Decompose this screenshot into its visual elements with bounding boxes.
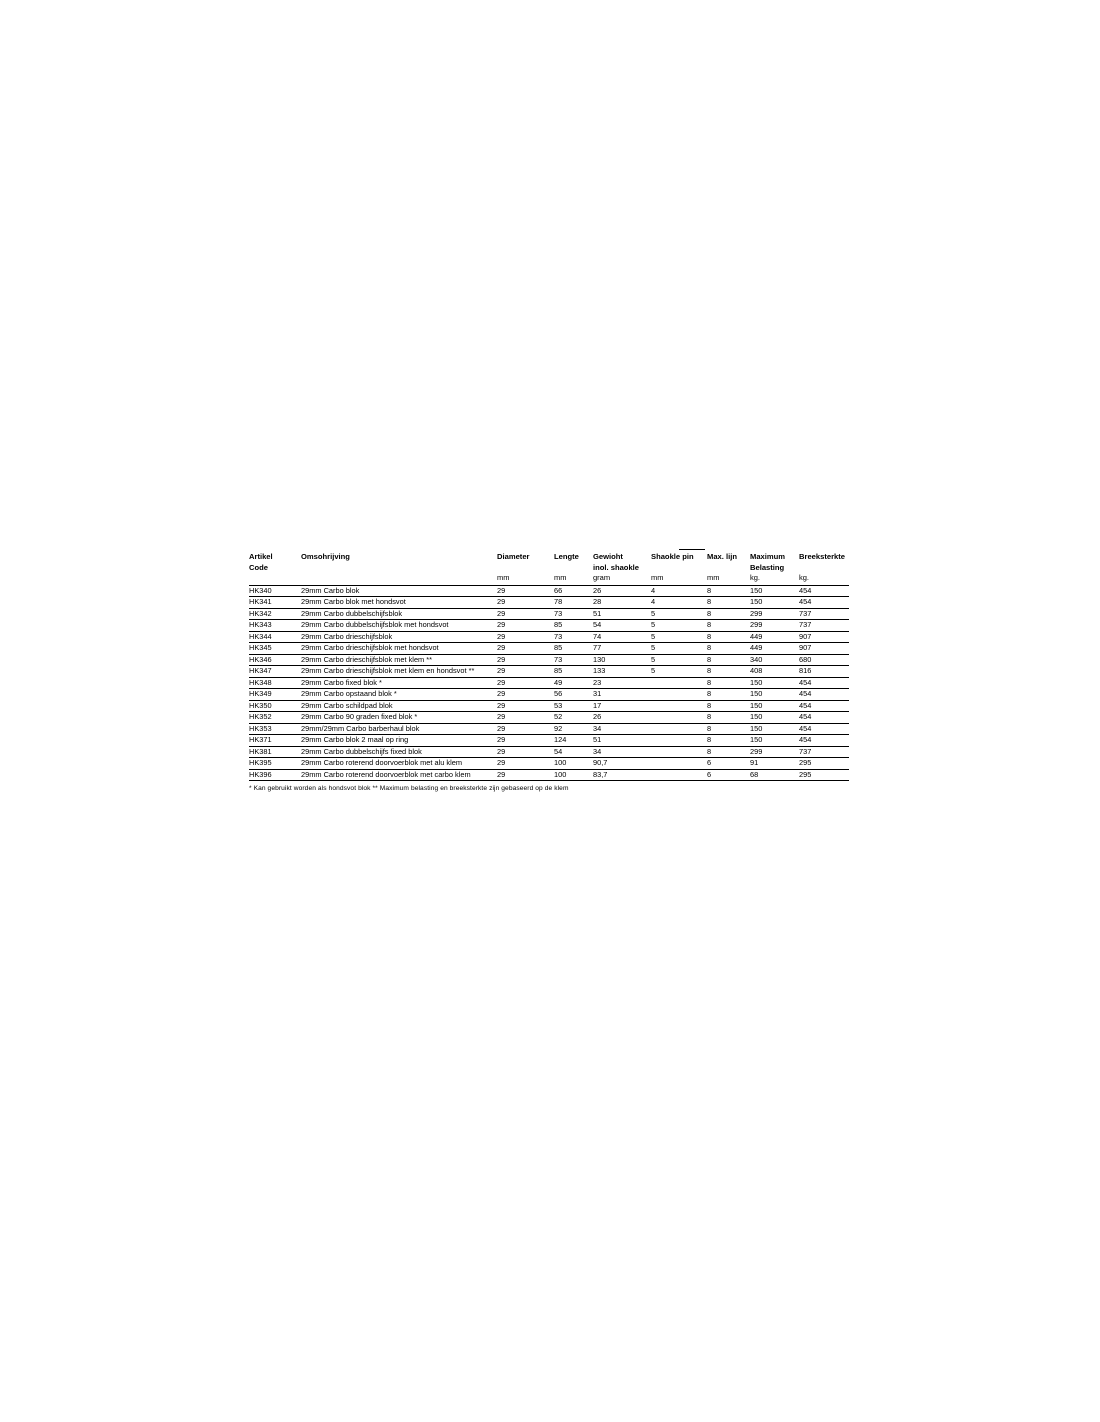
- cell-breeksterkte: 295: [799, 769, 849, 781]
- cell-max-lijn: 8: [707, 631, 750, 643]
- cell-diameter: 29: [497, 597, 554, 609]
- cell-breeksterkte: 737: [799, 746, 849, 758]
- cell-max-lijn: 8: [707, 746, 750, 758]
- header-max-lijn: Max. lijn: [707, 552, 737, 561]
- header-diameter: Diameter: [497, 552, 530, 561]
- cell-max-belasting: 150: [750, 723, 799, 735]
- cell-shackle-pin: [651, 769, 707, 781]
- cell-breeksterkte: 737: [799, 620, 849, 632]
- cell-code: HK346: [249, 654, 301, 666]
- cell-code: HK348: [249, 677, 301, 689]
- cell-gewicht: 130: [593, 654, 651, 666]
- cell-max-lijn: 8: [707, 677, 750, 689]
- cell-shackle-pin: [651, 746, 707, 758]
- cell-breeksterkte: 680: [799, 654, 849, 666]
- cell-lengte: 92: [554, 723, 593, 735]
- unit-max-belasting: kg.: [750, 573, 761, 583]
- cell-lengte: 54: [554, 746, 593, 758]
- table-row: [249, 666, 849, 678]
- cell-breeksterkte: 454: [799, 723, 849, 735]
- table-body: [249, 585, 849, 781]
- table-row: [249, 700, 849, 712]
- cell-description: 29mm Carbo roterend doorvoerblok met carbo klem: [301, 769, 497, 781]
- cell-lengte: 49: [554, 677, 593, 689]
- cell-diameter: 29: [497, 643, 554, 655]
- cell-max-belasting: 150: [750, 712, 799, 724]
- cell-max-belasting: 150: [750, 585, 799, 597]
- cell-max-lijn: 8: [707, 700, 750, 712]
- cell-lengte: 124: [554, 735, 593, 747]
- header-omschrijving-spacer: [301, 563, 497, 574]
- cell-lengte: 53: [554, 700, 593, 712]
- cell-description: 29mm Carbo opstaand blok *: [301, 689, 497, 701]
- cell-diameter: 29: [497, 666, 554, 678]
- header-omschrijving: Omsohrijving: [301, 552, 350, 561]
- table-row: [249, 769, 849, 781]
- unit-gewicht: gram: [593, 573, 611, 583]
- cell-code: HK381: [249, 746, 301, 758]
- cell-description: 29mm Carbo dubbelschijfsblok met hondsvot: [301, 620, 497, 632]
- cell-breeksterkte: 454: [799, 700, 849, 712]
- cell-gewicht: 51: [593, 735, 651, 747]
- cell-code: HK344: [249, 631, 301, 643]
- header-row-secondary: [249, 563, 849, 574]
- cell-lengte: 100: [554, 769, 593, 781]
- table-header: [249, 552, 849, 585]
- cell-code: HK341: [249, 597, 301, 609]
- cell-max-belasting: 150: [750, 597, 799, 609]
- cell-gewicht: 23: [593, 677, 651, 689]
- cell-max-lijn: 8: [707, 712, 750, 724]
- header-row-units: [249, 573, 849, 585]
- cell-breeksterkte: 454: [799, 689, 849, 701]
- header-breeksterkte: Breeksterkte: [799, 552, 846, 561]
- cell-gewicht: 133: [593, 666, 651, 678]
- cell-lengte: 85: [554, 643, 593, 655]
- cell-code: HK350: [249, 700, 301, 712]
- cell-max-lijn: 8: [707, 643, 750, 655]
- cell-lengte: 56: [554, 689, 593, 701]
- cell-breeksterkte: 295: [799, 758, 849, 770]
- header-top-rule: [679, 549, 705, 550]
- cell-shackle-pin: [651, 758, 707, 770]
- table-row: [249, 712, 849, 724]
- table-row: [249, 654, 849, 666]
- cell-description: 29mm Carbo blok met hondsvot: [301, 597, 497, 609]
- table-row: [249, 735, 849, 747]
- cell-shackle-pin: 4: [651, 597, 707, 609]
- cell-diameter: 29: [497, 677, 554, 689]
- cell-gewicht: 28: [593, 597, 651, 609]
- cell-description: 29mm Carbo drieschijfsblok met klem **: [301, 654, 497, 666]
- table-row: [249, 597, 849, 609]
- cell-max-belasting: 68: [750, 769, 799, 781]
- cell-lengte: 85: [554, 666, 593, 678]
- cell-code: HK343: [249, 620, 301, 632]
- cell-description: 29mm Carbo roterend doorvoerblok met alu klem: [301, 758, 497, 770]
- cell-code: HK342: [249, 608, 301, 620]
- cell-gewicht: 26: [593, 585, 651, 597]
- unit-code: [249, 573, 301, 585]
- cell-breeksterkte: 454: [799, 735, 849, 747]
- table-row: [249, 758, 849, 770]
- cell-lengte: 52: [554, 712, 593, 724]
- cell-description: 29mm/29mm Carbo barberhaul blok: [301, 723, 497, 735]
- unit-description: [301, 573, 497, 585]
- cell-max-lijn: 8: [707, 666, 750, 678]
- header-code: Code: [249, 562, 268, 572]
- cell-description: 29mm Carbo drieschijfsblok: [301, 631, 497, 643]
- cell-breeksterkte: 454: [799, 585, 849, 597]
- cell-gewicht: 74: [593, 631, 651, 643]
- cell-max-belasting: 299: [750, 620, 799, 632]
- cell-max-belasting: 150: [750, 677, 799, 689]
- cell-shackle-pin: [651, 689, 707, 701]
- cell-description: 29mm Carbo blok 2 maal op ring: [301, 735, 497, 747]
- cell-gewicht: 51: [593, 608, 651, 620]
- cell-shackle-pin: [651, 723, 707, 735]
- cell-breeksterkte: 454: [799, 677, 849, 689]
- cell-description: 29mm Carbo dubbelschijfs fixed blok: [301, 746, 497, 758]
- cell-gewicht: 90,7: [593, 758, 651, 770]
- cell-max-belasting: 408: [750, 666, 799, 678]
- header-breeksterkte-spacer: [799, 563, 849, 574]
- cell-gewicht: 77: [593, 643, 651, 655]
- cell-breeksterkte: 816: [799, 666, 849, 678]
- header-shackle-pin-spacer: [651, 563, 707, 574]
- cell-code: HK340: [249, 585, 301, 597]
- header-diameter-spacer: [497, 563, 554, 574]
- cell-diameter: 29: [497, 585, 554, 597]
- cell-diameter: 29: [497, 631, 554, 643]
- cell-lengte: 73: [554, 654, 593, 666]
- cell-diameter: 29: [497, 689, 554, 701]
- header-belasting-sub: Belasting: [750, 562, 785, 572]
- cell-shackle-pin: 5: [651, 631, 707, 643]
- cell-gewicht: 54: [593, 620, 651, 632]
- header-shackle-pin: Shaokle pin: [651, 552, 694, 561]
- cell-description: 29mm Carbo blok: [301, 585, 497, 597]
- cell-max-lijn: 8: [707, 689, 750, 701]
- cell-max-lijn: 8: [707, 620, 750, 632]
- cell-max-lijn: 8: [707, 654, 750, 666]
- cell-diameter: 29: [497, 758, 554, 770]
- header-gewicht-sub: inol. shaokle: [593, 562, 639, 572]
- cell-lengte: 73: [554, 608, 593, 620]
- cell-max-belasting: 340: [750, 654, 799, 666]
- cell-breeksterkte: 907: [799, 643, 849, 655]
- cell-gewicht: 31: [593, 689, 651, 701]
- cell-description: 29mm Carbo dubbelschijfsblok: [301, 608, 497, 620]
- cell-lengte: 85: [554, 620, 593, 632]
- header-lengte: Lengte: [554, 552, 579, 561]
- cell-lengte: 78: [554, 597, 593, 609]
- cell-code: HK395: [249, 758, 301, 770]
- cell-shackle-pin: [651, 735, 707, 747]
- cell-gewicht: 17: [593, 700, 651, 712]
- cell-max-lijn: 8: [707, 597, 750, 609]
- table-footnote: * Kan gebruikt worden als hondsvot blok ** Maximum belasting en breeksterkte zijn gebaseerd op de klem: [249, 785, 569, 793]
- cell-max-belasting: 299: [750, 746, 799, 758]
- unit-diameter: mm: [497, 573, 510, 583]
- cell-diameter: 29: [497, 735, 554, 747]
- cell-max-lijn: 8: [707, 608, 750, 620]
- cell-gewicht: 34: [593, 746, 651, 758]
- cell-code: HK371: [249, 735, 301, 747]
- cell-code: HK353: [249, 723, 301, 735]
- cell-description: 29mm Carbo drieschijfsblok met klem en hondsvot **: [301, 666, 497, 678]
- cell-max-lijn: 6: [707, 769, 750, 781]
- cell-gewicht: 34: [593, 723, 651, 735]
- cell-description: 29mm Carbo drieschijfsblok met hondsvot: [301, 643, 497, 655]
- cell-shackle-pin: 4: [651, 585, 707, 597]
- cell-max-lijn: 8: [707, 735, 750, 747]
- cell-breeksterkte: 907: [799, 631, 849, 643]
- header-maximum-belasting: Maximum: [750, 552, 786, 561]
- table-row: [249, 677, 849, 689]
- cell-max-belasting: 150: [750, 735, 799, 747]
- table-row: [249, 631, 849, 643]
- unit-max-lijn: mm: [707, 573, 720, 583]
- cell-breeksterkte: 454: [799, 597, 849, 609]
- cell-shackle-pin: 5: [651, 620, 707, 632]
- cell-code: HK349: [249, 689, 301, 701]
- cell-diameter: 29: [497, 723, 554, 735]
- cell-lengte: 66: [554, 585, 593, 597]
- cell-max-belasting: 150: [750, 700, 799, 712]
- table-row: [249, 585, 849, 597]
- cell-shackle-pin: 5: [651, 643, 707, 655]
- cell-breeksterkte: 737: [799, 608, 849, 620]
- table-row: [249, 620, 849, 632]
- cell-max-belasting: 449: [750, 643, 799, 655]
- cell-shackle-pin: 5: [651, 666, 707, 678]
- header-gewicht: Gewioht: [593, 552, 623, 561]
- table-row: [249, 643, 849, 655]
- cell-diameter: 29: [497, 700, 554, 712]
- cell-diameter: 29: [497, 712, 554, 724]
- unit-shackle-pin: mm: [651, 573, 664, 583]
- cell-shackle-pin: [651, 712, 707, 724]
- spec-table: [249, 552, 849, 781]
- cell-diameter: 29: [497, 746, 554, 758]
- cell-shackle-pin: 5: [651, 608, 707, 620]
- cell-gewicht: 26: [593, 712, 651, 724]
- cell-shackle-pin: [651, 700, 707, 712]
- table-row: [249, 608, 849, 620]
- cell-lengte: 73: [554, 631, 593, 643]
- unit-breeksterkte: kg.: [799, 573, 810, 583]
- cell-description: 29mm Carbo 90 graden fixed blok *: [301, 712, 497, 724]
- table-row: [249, 723, 849, 735]
- cell-code: HK345: [249, 643, 301, 655]
- header-row-primary: [249, 552, 849, 563]
- cell-diameter: 29: [497, 769, 554, 781]
- header-artikel: Artikel: [249, 552, 273, 561]
- cell-max-belasting: 150: [750, 689, 799, 701]
- cell-gewicht: 83,7: [593, 769, 651, 781]
- table-row: [249, 689, 849, 701]
- spec-table-container: [249, 552, 849, 792]
- cell-max-belasting: 299: [750, 608, 799, 620]
- cell-code: HK347: [249, 666, 301, 678]
- cell-shackle-pin: 5: [651, 654, 707, 666]
- header-max-lijn-spacer: [707, 563, 750, 574]
- table-row: [249, 746, 849, 758]
- unit-lengte: mm: [554, 573, 567, 583]
- cell-lengte: 100: [554, 758, 593, 770]
- cell-diameter: 29: [497, 608, 554, 620]
- cell-diameter: 29: [497, 620, 554, 632]
- cell-max-belasting: 91: [750, 758, 799, 770]
- header-lengte-spacer: [554, 563, 593, 574]
- cell-max-lijn: 8: [707, 723, 750, 735]
- cell-shackle-pin: [651, 677, 707, 689]
- cell-description: 29mm Carbo fixed blok *: [301, 677, 497, 689]
- cell-max-lijn: 8: [707, 585, 750, 597]
- cell-max-belasting: 449: [750, 631, 799, 643]
- cell-code: HK352: [249, 712, 301, 724]
- cell-diameter: 29: [497, 654, 554, 666]
- cell-description: 29mm Carbo schildpad blok: [301, 700, 497, 712]
- cell-code: HK396: [249, 769, 301, 781]
- cell-breeksterkte: 454: [799, 712, 849, 724]
- cell-max-lijn: 6: [707, 758, 750, 770]
